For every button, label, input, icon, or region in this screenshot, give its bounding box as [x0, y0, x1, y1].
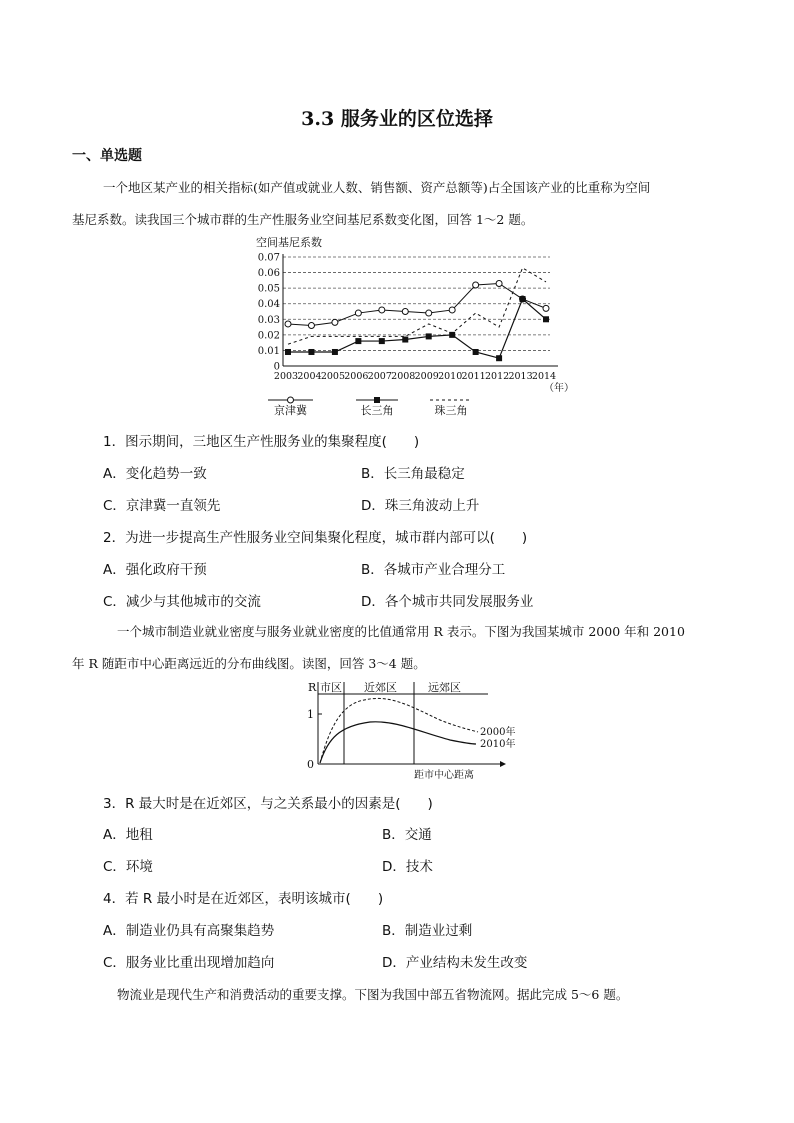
legend-label-1: 长三角 [360, 404, 394, 417]
data-point-square [520, 296, 526, 302]
data-point-square [496, 355, 502, 361]
question-1-option-d[interactable]: D．珠三角波动上升 [361, 498, 480, 514]
data-point-circle [543, 305, 549, 311]
x-axis-label: 距市中心距离 [414, 770, 474, 781]
question-2-option-c[interactable]: C．减少与其他城市的交流 [103, 594, 261, 610]
data-point-circle [473, 282, 479, 288]
y-tick-1: 1 [307, 708, 314, 721]
legend-label-0: 京津冀 [274, 404, 307, 417]
y-tick-label: 0.04 [257, 299, 280, 311]
question-1-option-a[interactable]: A．变化趋势一致 [103, 466, 207, 482]
question-2-stem: 2．为进一步提高生产性服务业空间集聚化程度，城市群内部可以( ) [103, 530, 528, 546]
question-4-stem: 4．若 R 最小时是在近郊区，表明该城市( ) [103, 891, 384, 907]
question-3-stem: 3．R 最大时是在近郊区，与之关系最小的因素是( ) [103, 796, 433, 812]
legend-label-2: 珠三角 [434, 404, 468, 417]
curve-label-2000: 2000年 [480, 727, 516, 738]
data-point-square [308, 349, 314, 355]
gini-line-chart [250, 232, 580, 422]
data-point-square [402, 337, 408, 343]
question-1-option-c[interactable]: C．京津冀一直领先 [103, 498, 221, 514]
x-axis-label: （年） [544, 383, 574, 394]
question-1-option-b[interactable]: B．长三角最稳定 [361, 466, 465, 482]
y-tick-label: 0.06 [257, 268, 280, 280]
zone-label-inner-suburb: 近郊区 [364, 681, 397, 694]
r-distance-chart [300, 676, 530, 786]
legend-marker-circle [288, 397, 294, 403]
section-heading: 一、单选题 [72, 148, 142, 164]
zone-label-outer-suburb: 远郊区 [428, 681, 461, 694]
data-point-circle [285, 321, 291, 327]
y-axis-label: 空间基尼系数 [256, 236, 322, 249]
question-2-option-a[interactable]: A．强化政府干预 [103, 562, 207, 578]
series-line-0 [288, 283, 546, 325]
intro-paragraph-2-line-1: 一个城市制造业就业密度与服务业就业密度的比值通常用 R 表示。下图为我国某城市 2000 年和 2010 [117, 624, 685, 639]
curve-2010 [320, 722, 476, 763]
question-3-option-b[interactable]: B．交通 [382, 827, 432, 843]
intro-paragraph-1-line-1: 一个地区某产业的相关指标(如产值或就业人数、销售额、资产总额等)占全国该产业的比重称为空间 [103, 180, 651, 195]
x-tick-label: 2009 [414, 371, 439, 382]
r-axis-label: R [308, 681, 317, 694]
data-point-circle [426, 310, 432, 316]
legend-marker-square [374, 397, 380, 403]
intro-paragraph-1-line-2: 基尼系数。读我国三个城市群的生产性服务业空间基尼系数变化图，回答 1～2 题。 [72, 212, 534, 227]
data-point-square [355, 338, 361, 344]
question-1-stem: 1．图示期间，三地区生产性服务业的集聚程度( ) [103, 434, 420, 450]
y-tick-label: 0.01 [257, 345, 280, 357]
x-tick-label: 2005 [320, 371, 346, 382]
zone-label-urban: 市区 [320, 681, 342, 694]
question-3-option-d[interactable]: D．技术 [382, 859, 433, 875]
intro-paragraph-3: 物流业是现代生产和消费活动的重要支撑。下图为我国中部五省物流网。据此完成 5～6 题。 [117, 987, 629, 1002]
question-4-option-c[interactable]: C．服务业比重出现增加趋向 [103, 955, 275, 971]
x-tick-label: 2008 [391, 371, 416, 382]
x-tick-label: 2013 [508, 371, 533, 382]
intro-paragraph-2-line-2: 年 R 随距市中心距离远近的分布曲线图。读图，回答 3～4 题。 [72, 656, 426, 671]
y-tick-label: 0.05 [257, 283, 280, 295]
question-2-option-b[interactable]: B．各城市产业合理分工 [361, 562, 506, 578]
data-point-square [332, 349, 338, 355]
x-tick-label: 2010 [438, 371, 463, 382]
data-point-circle [332, 319, 338, 325]
x-tick-label: 2006 [344, 371, 369, 382]
data-point-square [426, 333, 432, 339]
x-axis-arrow-icon [500, 761, 506, 767]
y-tick-label: 0.02 [257, 330, 280, 342]
question-4-option-d[interactable]: D．产业结构未发生改变 [382, 955, 528, 971]
y-tick-0: 0 [307, 758, 314, 771]
question-4-option-a[interactable]: A．制造业仍具有高聚集趋势 [103, 923, 275, 939]
data-point-square [285, 349, 291, 355]
question-2-option-d[interactable]: D．各个城市共同发展服务业 [361, 594, 534, 610]
x-tick-label: 2014 [531, 371, 557, 382]
x-tick-label: 2012 [484, 371, 510, 382]
page-title: 3.3 服务业的区位选择 [301, 108, 493, 130]
question-3-option-a[interactable]: A．地租 [103, 827, 153, 843]
series-line-2 [288, 268, 546, 344]
x-tick-label: 2007 [367, 371, 392, 382]
data-point-square [543, 316, 549, 322]
question-3-option-c[interactable]: C．环境 [103, 859, 153, 875]
data-point-circle [308, 323, 314, 329]
x-tick-label: 2004 [297, 371, 322, 382]
data-point-circle [379, 307, 385, 313]
data-point-circle [496, 280, 502, 286]
data-point-circle [355, 310, 361, 316]
question-4-option-b[interactable]: B．制造业过剩 [382, 923, 473, 939]
data-point-square [379, 338, 385, 344]
data-point-circle [402, 309, 408, 315]
series-line-1 [288, 299, 546, 358]
y-tick-label: 0.03 [257, 314, 280, 326]
y-tick-label: 0.07 [257, 252, 280, 264]
x-tick-label: 2003 [273, 371, 299, 382]
curve-label-2010: 2010年 [480, 739, 516, 750]
y-tick-label: 0 [273, 361, 280, 373]
x-tick-label: 2011 [461, 371, 486, 382]
data-point-circle [449, 307, 455, 313]
data-point-square [473, 349, 479, 355]
